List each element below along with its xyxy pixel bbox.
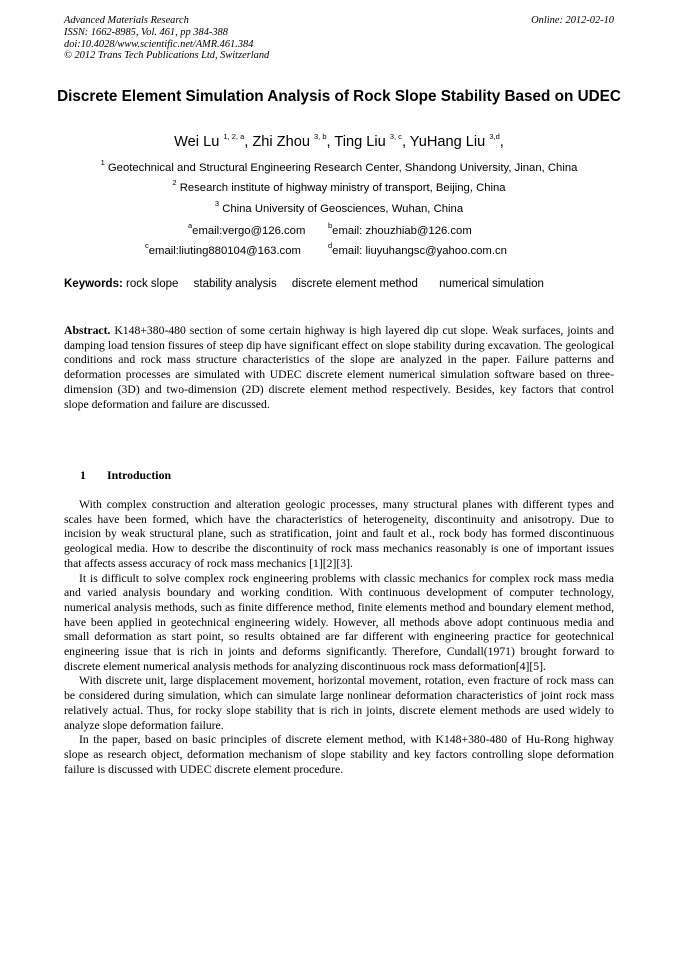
- author-separator: ,: [326, 133, 335, 150]
- keyword: rock slope: [126, 278, 179, 290]
- keywords-line: [64, 277, 556, 291]
- affiliation-mark: 3: [214, 199, 220, 208]
- email-text: email: liuyuhangsc@yahoo.com.cn: [332, 244, 507, 257]
- author-affiliation-mark: 1, 2, a: [223, 132, 245, 141]
- email-mark: d: [328, 241, 333, 250]
- author-separator: ,: [401, 133, 410, 150]
- author-affiliation-mark: 3,d: [489, 132, 500, 141]
- introduction-body: [64, 498, 614, 777]
- email-text: email:vergo@126.com: [192, 224, 306, 237]
- affiliation-text: Research institute of highway ministry of transport, Beijing, China: [179, 181, 506, 194]
- email-address: [328, 220, 472, 238]
- journal-header: [64, 15, 269, 62]
- abstract-text: K148+380-480 section of some certain highway is high layered dip cut slope. Weak surfaces, joints and damping load tension fissures of steep dip have significant effect on slope stability during excavation. The geological conditions and rock mass structure characteristics of the slope are analyzed in the paper. Failure patterns and deformation processes are simulated with UDEC discrete element numerical simulation software based on three-dimension (3D) and two-dimension (2D) discrete element method respectively. Besides, key factors that control slope deformation and failure are discussed.: [64, 324, 614, 411]
- body-paragraph: With complex construction and alteration geologic processes, many structural planes with different types and scales have been formed, which have the characteristics of heterogeneity, discontinuity and anisotropy. Due to incision by weak structural plane, such as stratification, joint and fault et al., rock body has formed discontinuous geological media. How to describe the discontinuity of rock mass mechanics reasonably is one of important issues that affects assess accuracy of rock mass mechanics [1][2][3].: [64, 498, 614, 570]
- body-paragraph: It is difficult to solve complex rock engineering problems with classic mechanics for complex rock mass media and varied analysis boundary and working condition. With continuous development of computer technology, numerical analysis methods, such as finite difference method, finite elements method and boundary element method, have been applied in geotechnical engineering widely. However, all methods above adopt continuous media and small deformation as start point, so results obtained are far different with engineering practice for geotechnical engineering issue that is rich in joints and deforms significantly. Therefore, Cundall(1971) brought forward to discrete element numerical analysis methods for analyzing discontinuous rock mass deformation[4][5].: [64, 571, 614, 673]
- keyword: stability analysis: [193, 278, 277, 290]
- affiliation: [0, 198, 678, 216]
- copyright-line: © 2012 Trans Tech Publications Ltd, Switzerland: [64, 50, 270, 62]
- author-separator: ,: [499, 133, 504, 150]
- affiliation-text: China University of Geosciences, Wuhan, China: [222, 202, 464, 215]
- affiliation: [0, 157, 678, 175]
- section-title: Introduction: [107, 468, 172, 482]
- author-name: YuHang Liu: [409, 133, 486, 150]
- email-address: [328, 240, 507, 258]
- body-paragraph: In the paper, based on basic principles of discrete element method, with K148+380-480 of Hu-Rong highway slope as research object, deformation mechanism of slope stability and key factors controlling slope deformation failure is discussed with UDEC discrete element procedure.: [64, 733, 614, 776]
- section-heading: [80, 468, 171, 482]
- online-date: Online: 2012-02-10: [531, 15, 614, 26]
- affiliation-text: Geotechnical and Structural Engineering Research Center, Shandong University, Jinan, China: [107, 161, 578, 174]
- author-list: [0, 128, 678, 152]
- email-text: email: zhouzhiab@126.com: [332, 224, 472, 237]
- author-name: Wei Lu: [174, 133, 220, 150]
- affiliation-mark: 1: [100, 158, 105, 167]
- journal-name: Advanced Materials Research: [64, 15, 189, 26]
- affiliation: [0, 177, 678, 195]
- email-mark: a: [188, 221, 193, 230]
- body-paragraph: With discrete unit, large displacement movement, horizontal movement, rotation, even fracture of rock mass can be considered during simulation, which can simulate large nonlinear deformation characteristics of joint rock mass relatively actual. Thus, for rocky slope stability that is rich in joints, discrete element methods are used widely to analyze slope deformation failure.: [64, 674, 614, 732]
- email-address: [188, 220, 305, 238]
- issn-line: ISSN: 1662-8985, Vol. 461, pp 384-388: [64, 26, 228, 38]
- email-mark: c: [145, 241, 149, 250]
- paper-title: Discrete Element Simulation Analysis of Rock Slope Stability Based on UDEC: [57, 88, 621, 105]
- keyword: numerical simulation: [439, 278, 544, 290]
- abstract-label: Abstract.: [64, 324, 111, 337]
- author-separator: ,: [244, 133, 253, 150]
- email-text: email:liuting880104@163.com: [148, 244, 301, 257]
- email-mark: b: [328, 221, 333, 230]
- author-name: Ting Liu: [334, 133, 386, 150]
- affiliation-mark: 2: [172, 178, 177, 187]
- author-affiliation-mark: 3, c: [389, 132, 402, 141]
- email-address: [145, 240, 301, 258]
- author-name: Zhi Zhou: [252, 133, 310, 150]
- author-affiliation-mark: 3, b: [314, 132, 327, 141]
- abstract: [64, 324, 614, 412]
- keyword: discrete element method: [291, 278, 418, 290]
- section-number: 1: [80, 468, 86, 482]
- doi-line: doi:10.4028/www.scientific.net/AMR.461.384: [64, 38, 254, 50]
- abstract-paragraph: [64, 324, 614, 412]
- keywords-label: Keywords:: [64, 278, 123, 290]
